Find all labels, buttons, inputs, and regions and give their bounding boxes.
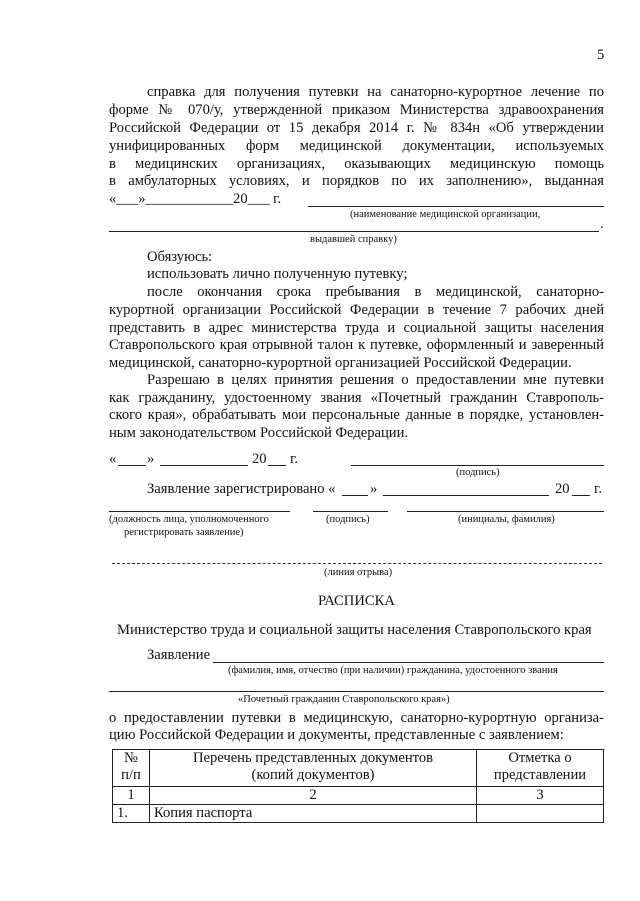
receipt-text-line-1: о предоставлении путевки в медицинскую, санаторно-курортную организа- (109, 710, 604, 726)
reg-position-line (109, 511, 290, 512)
obligation-para-line-2: курортной организации Российской Федерации в течение 7 рабочих дней (109, 302, 604, 318)
receipt-ministry: Министерство труда и социальной защиты населения Ставропольского края (117, 622, 592, 638)
reg-day-blank (342, 495, 368, 496)
registration-close: » (370, 481, 378, 497)
reg-year-blank (572, 495, 590, 496)
sign-month-blank (160, 465, 248, 466)
reg-month-blank (383, 495, 549, 496)
header-docs: Перечень представленных документов (копий документов) (150, 750, 477, 787)
reg-name-caption: (инициалы, фамилия) (458, 514, 555, 525)
header-mark: Отметка о представлении (477, 750, 604, 787)
row-mark[interactable] (477, 805, 604, 823)
med-org-line-2 (109, 231, 599, 232)
receipt-text-line-2: цию Российской Федерации и документы, представленные с заявлением: (109, 727, 564, 743)
paragraph1-line-1: справка для получения путевки на санаторно-курортное лечение по (147, 84, 604, 100)
registration-g: г. (594, 481, 602, 497)
obligation-para-line-1: после окончания срока пребывания в медицинской, санаторно- (147, 284, 604, 300)
signature-line (351, 465, 604, 466)
med-org-caption-2: выдавшей справку) (310, 234, 397, 245)
sign-g: г. (290, 451, 298, 467)
tear-line-caption: (линия отрыва) (324, 567, 393, 578)
obligation-para-line-4: Ставропольского края отрывной талон к путевке, оформленный и заверенный (109, 337, 604, 353)
sign-year: 20 (252, 451, 267, 467)
med-org-end-dot: . (600, 216, 604, 232)
paragraph1-line-2: форме № 070/у, утвержденной приказом Министерства здравоохранения (109, 102, 604, 118)
reg-name-line (407, 511, 604, 512)
paragraph1-date-line: «___»____________20___ г. (109, 191, 282, 207)
statement-label: Заявление (147, 647, 211, 663)
reg-position-caption-2: регистрировать заявление) (124, 527, 244, 538)
table-header-row (113, 750, 604, 787)
index-cell-2: 2 (150, 787, 477, 805)
row-num: 1. (113, 805, 150, 823)
statement-name-line-2 (109, 691, 604, 692)
paragraph1-line-4: унифицированных форм медицинской документации, используемых (109, 138, 604, 154)
sign-date-close: » (147, 451, 155, 467)
registration-year: 20 (555, 481, 570, 497)
reg-signature-line (313, 511, 388, 512)
paragraph1-line-3: Российской Федерации от 15 декабря 2014 г. № 834н «Об утверждении (109, 120, 604, 136)
statement-caption-2: «Почетный гражданин Ставропольского края») (238, 694, 450, 705)
documents-table (112, 749, 604, 823)
consent-line-3: ского края», обрабатывать мои персональные данные в порядке, установлен- (109, 407, 604, 423)
consent-line-4: ным законодательством Российской Федерации. (109, 425, 409, 441)
consent-line-1: Разрешаю в целях принятия решения о предоставлении мне путевки (147, 372, 604, 388)
obligation-para-line-3: представить в адрес министерства труда и социальной защиты населения (109, 320, 604, 336)
signature-caption: (подпись) (456, 467, 500, 478)
index-cell-1: 1 (113, 787, 150, 805)
row-doc: Копия паспорта (150, 805, 477, 823)
page-number: 5 (597, 47, 605, 63)
reg-position-caption: (должность лица, уполномоченного (109, 514, 269, 525)
statement-caption: (фамилия, имя, отчество (при наличии) гражданина, удостоенного звания (228, 665, 558, 676)
med-org-line (308, 206, 604, 207)
obligation-title: Обязуюсь: (147, 249, 213, 265)
sign-date-open: « (109, 451, 117, 467)
med-org-caption: (наименование медицинской организации, (350, 209, 541, 220)
tear-line (112, 563, 602, 564)
index-cell-3: 3 (477, 787, 604, 805)
sign-day-blank (118, 465, 146, 466)
consent-line-2: как гражданину, удостоенному звания «Почетный гражданин Ставрополь- (109, 390, 604, 406)
receipt-title: РАСПИСКА (318, 593, 395, 609)
registration-label: Заявление зарегистрировано « (147, 481, 336, 497)
sign-year-blank (268, 465, 286, 466)
table-row (113, 805, 604, 823)
reg-signature-caption: (подпись) (326, 514, 370, 525)
paragraph1-line-6: в амбулаторных условиях, и порядков по их заполнению», выданная (109, 173, 604, 189)
statement-name-line (213, 662, 604, 663)
obligation-para-line-5: медицинской, санаторно-курортной организацией Российской Федерации. (109, 355, 572, 371)
obligation-line-1: использовать лично полученную путевку; (147, 266, 408, 282)
paragraph1-line-5: в медицинских организациях, оказывающих медицинскую помощь (109, 156, 604, 172)
header-num: № п/п (113, 750, 150, 787)
table-index-row (113, 787, 604, 805)
